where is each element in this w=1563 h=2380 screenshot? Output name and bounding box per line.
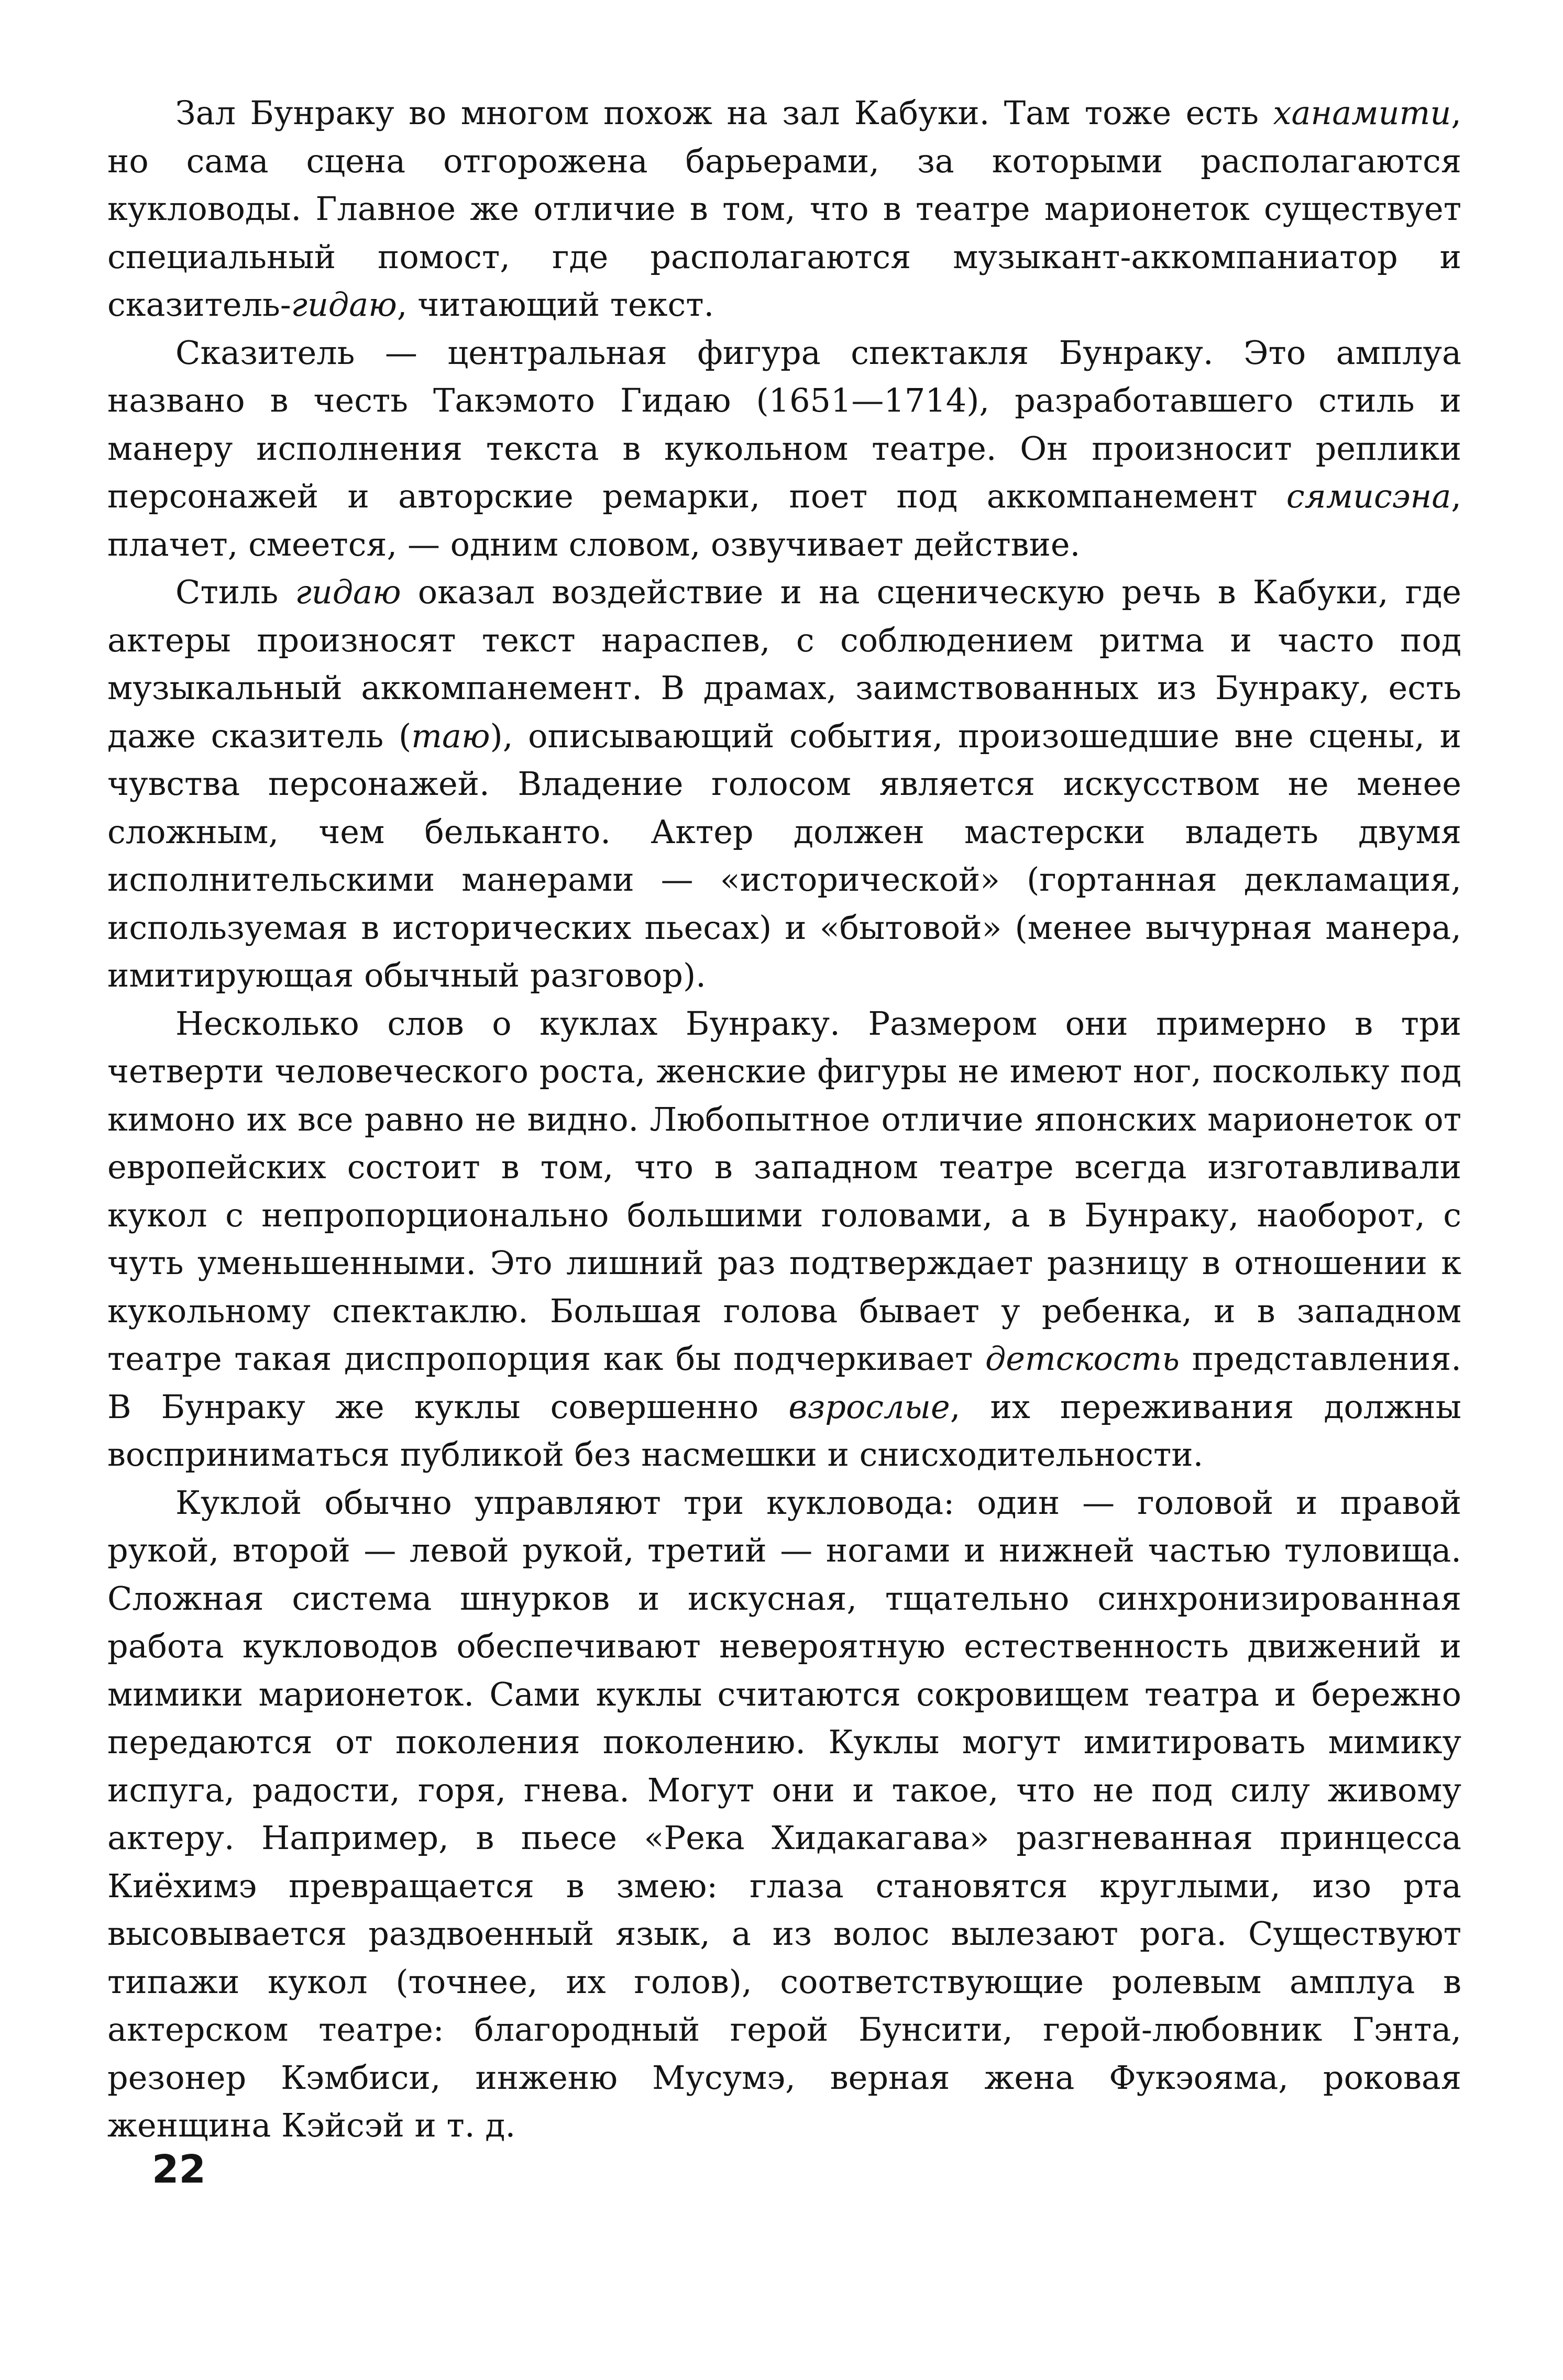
paragraph-2 bbox=[107, 329, 1461, 569]
italic-term-gidayu: гидаю bbox=[295, 573, 401, 611]
text-run: Куклой обычно управляют три кукловода: один — головой и правой рукой, второй — левой рукой, третий — ногами и нижней частью туловища. Сложная система шнурков и искусная, тщательно синхронизированная работа кукловодов обеспечивают невероятную естественность движений и мимики марионеток. Сами куклы считаются сокровищем театра и бережно передаются от поколения поколению. Куклы могут имитировать мимику испуга, радости, горя, гнева. Могут они и такое, что не под силу живому актеру. Например, в пьесе «Река Хидакагава» разгневанная принцесса Киёхимэ превращается в змею: глаза становятся круглыми, изо рта высовывается раздвоенный язык, а из волос вылезают рога. Существуют типажи кукол (точнее, их голов), соответствующие ролевым амплуа в актерском театре: благородный герой Бунсити, герой-любовник Гэнта, резонер Кэмбиси, инженю Мусумэ, верная жена Фукэояма, роковая женщина Кэйсэй и т. д. bbox=[107, 1483, 1461, 2144]
text-run: , плачет, смеется, — одним словом, озвучивает действие. bbox=[107, 477, 1461, 563]
page-number: 22 bbox=[152, 2147, 206, 2192]
text-run: , но сама сцена отгорожена барьерами, за которыми располагаются кукловоды. Главное же отличие в том, что в театре марионеток существует специальный помост, где располагаются музыкант-аккомпаниатор и сказитель- bbox=[107, 94, 1461, 324]
italic-term-adult: взрослые bbox=[788, 1387, 950, 1426]
text-run: представления. В Бунраку же куклы совершенно bbox=[107, 1340, 1461, 1426]
text-run: Зал Бунраку во многом похож на зал Кабуки. Там тоже есть bbox=[175, 94, 1273, 132]
paragraph-1 bbox=[107, 89, 1461, 329]
italic-term-childishness: детскость bbox=[985, 1340, 1180, 1378]
paragraph-5 bbox=[107, 1479, 1461, 2150]
text-run: , читающий текст. bbox=[397, 285, 714, 324]
paragraph-4 bbox=[107, 1000, 1461, 1479]
italic-term-gidayu: гидаю bbox=[291, 285, 397, 324]
italic-term-shamisen: сямисэна bbox=[1286, 477, 1451, 515]
text-run: , их переживания должны восприниматься публикой без насмешки и снисходительности. bbox=[107, 1387, 1461, 1474]
text-run: Стиль bbox=[175, 573, 295, 611]
body-text bbox=[107, 89, 1461, 2150]
paragraph-3 bbox=[107, 568, 1461, 1000]
italic-term-hanamiti: ханамити bbox=[1273, 94, 1451, 132]
text-run: ), описывающий события, произошедшие вне сцены, и чувства персонажей. Владение голосом является искусством не менее сложным, чем бельканто. Актер должен мастерски владеть двумя исполнительскими манерами — «исторической» (гортанная декламация, используемая в исторических пьесах) и «бытовой» (менее вычурная манера, имитирующая обычный разговор). bbox=[107, 716, 1461, 994]
italic-term-tayu: таю bbox=[411, 716, 490, 755]
text-run: Несколько слов о куклах Бунраку. Размером они примерно в три четверти человеческого роста, женские фигуры не имеют ног, поскольку под кимоно их все равно не видно. Любопытное отличие японских марионеток от европейских состоит в том, что в западном театре всегда изготавливали кукол с непропорционально большими головами, а в Бунраку, наоборот, с чуть уменьшенными. Это лишний раз подтверждает разницу в отношении к кукольному спектаклю. Большая голова бывает у ребенка, и в западном театре такая диспропорция как бы подчеркивает bbox=[107, 1004, 1461, 1378]
text-run: Сказитель — центральная фигура спектакля Бунраку. Это амплуа названо в честь Такэмото Гидаю (1651—1714), разработавшего стиль и манеру исполнения текста в кукольном театре. Он произносит реплики персонажей и авторские ремарки, поет под аккомпанемент bbox=[107, 333, 1461, 515]
text-run: оказал воздействие и на сценическую речь в Кабуки, где актеры произносят текст нараспев, с соблюдением ритма и часто под музыкальный аккомпанемент. В драмах, заимствованных из Бунраку, есть даже сказитель ( bbox=[107, 573, 1462, 755]
